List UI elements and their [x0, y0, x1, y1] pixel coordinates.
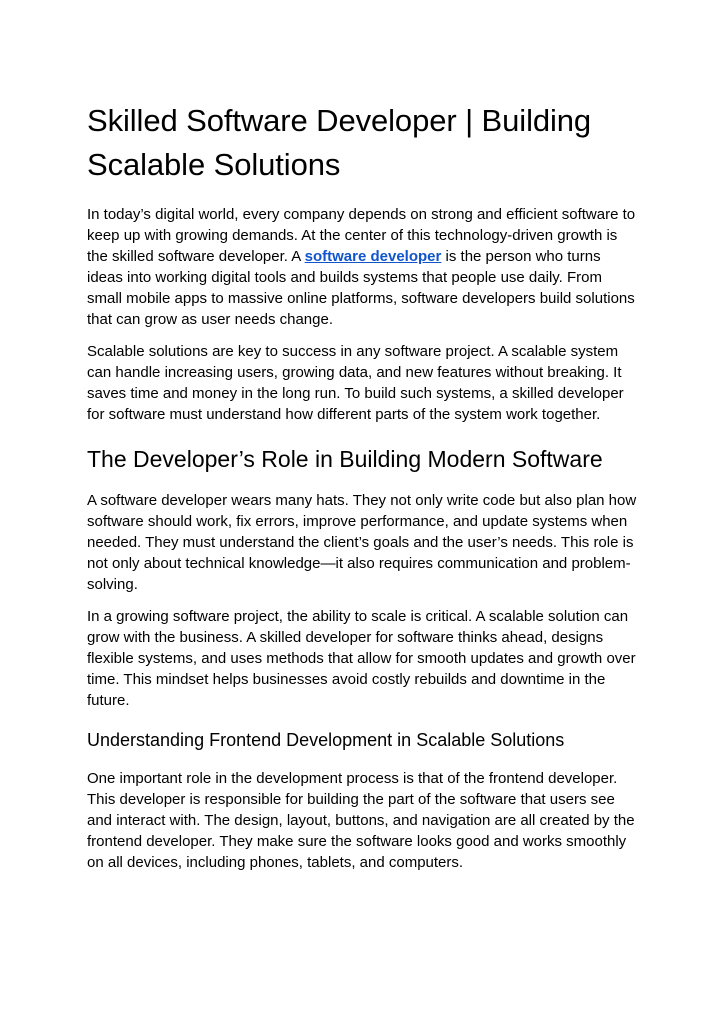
document-page	[87, 99, 639, 884]
software-developer-link[interactable]: software developer	[304, 248, 442, 265]
intro-paragraph-2: Scalable solutions are key to success in any software project. A scalable system can handle increasing users, growing data, and new features without breaking. It saves time and money in the long run. To build such systems, a skilled developer for software must understand how different parts of the system work together.	[87, 343, 624, 423]
section-heading-frontend: Understanding Frontend Development in Scalable Solutions	[87, 730, 565, 750]
section-heading-developer-role: The Developer’s Role in Building Modern Software	[87, 446, 603, 472]
page-title: Skilled Software Developer | Building Scalable Solutions	[87, 103, 592, 182]
role-paragraph-1: A software developer wears many hats. They not only write code but also plan how software should work, fix errors, improve performance, and update systems when needed. They must understand the client’s goals and the user’s needs. This role is not only about technical knowledge—it also requires communication and problem-solving.	[87, 492, 637, 593]
role-paragraph-2: In a growing software project, the ability to scale is critical. A scalable solution can grow with the business. A skilled developer for software thinks ahead, designs flexible systems, and uses methods that allow for smooth updates and growth over time. This mindset helps businesses avoid costly rebuilds and downtime in the future.	[87, 608, 636, 709]
frontend-paragraph-1: One important role in the development process is that of the frontend developer. This developer is responsible for building the part of the software that users see and interact with. The design, layout, buttons, and navigation are all created by the frontend developer. They make sure the software looks good and works smoothly on all devices, including phones, tablets, and computers.	[87, 770, 635, 871]
intro-paragraph-1	[87, 204, 639, 330]
intro-text-after-link: is the person who turns ideas into working digital tools and builds systems that people use daily. From small mobile apps to massive online platforms, software developers build solutions that can grow as user needs change.	[87, 248, 635, 328]
intro-text-before-link: In today’s digital world, every company depends on strong and efficient software to keep up with growing demands. At the center of this technology-driven growth is the skilled software developer. A	[87, 206, 636, 265]
